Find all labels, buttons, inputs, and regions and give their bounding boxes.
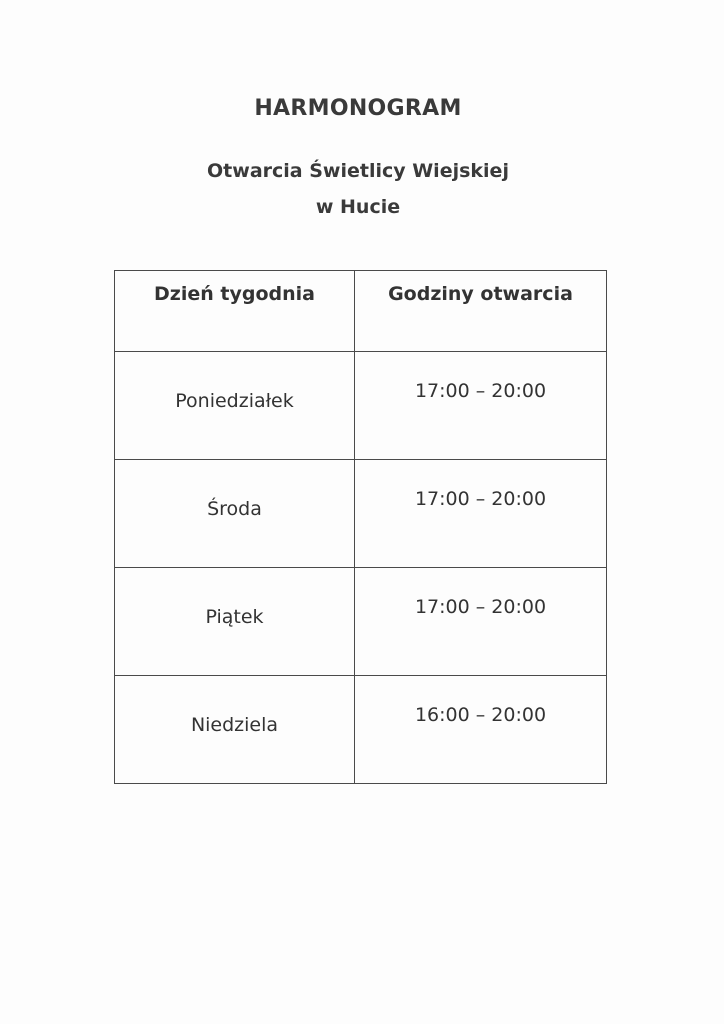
hours-label: 17:00 – 20:00 [414,488,547,510]
header-hours-label: Godziny otwarcia [388,283,573,305]
hours-cell [355,460,607,568]
day-label: Niedziela [190,714,279,736]
document-subtitle-line2: w Hucie [315,196,401,218]
day-label: Środa [207,498,262,520]
header-day-label: Dzień tygodnia [154,283,315,305]
day-cell [115,568,355,676]
table-row [115,460,607,568]
day-cell [115,460,355,568]
table-row [115,676,607,784]
day-label: Piątek [205,606,264,628]
hours-cell [355,352,607,460]
hours-label: 16:00 – 20:00 [414,704,547,726]
table-row [115,352,607,460]
day-cell [115,676,355,784]
table-row [115,568,607,676]
hours-cell [355,676,607,784]
opening-hours-table [114,270,607,784]
document-subtitle-line1: Otwarcia Świetlicy Wiejskiej [207,160,509,182]
header-opening-hours [355,271,607,352]
header-day-of-week [115,271,355,352]
hours-label: 17:00 – 20:00 [414,596,547,618]
day-label: Poniedziałek [175,390,294,412]
hours-label: 17:00 – 20:00 [414,380,547,402]
document-title: HARMONOGRAM [254,96,462,121]
table-header-row [115,271,607,352]
hours-cell [355,568,607,676]
day-cell [115,352,355,460]
